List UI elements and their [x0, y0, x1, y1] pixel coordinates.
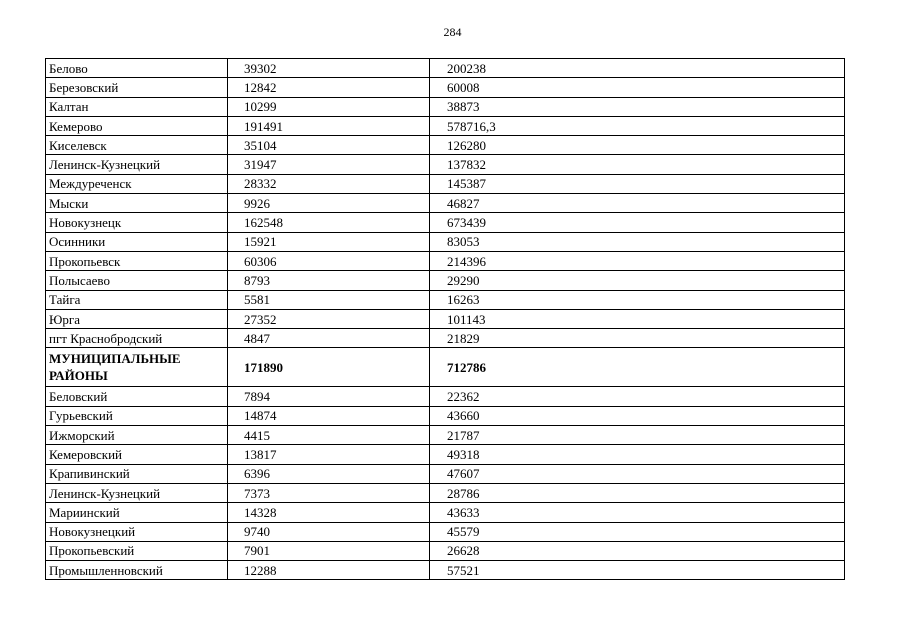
table-row: [46, 445, 845, 464]
table-row: [46, 78, 845, 97]
table-row: [46, 271, 845, 290]
table-row: [46, 213, 845, 232]
table-row: [46, 387, 845, 406]
municipality-name-cell: Киселевск: [46, 136, 228, 155]
value-column-3-cell: 83053: [430, 232, 845, 251]
municipality-name-cell: Кемеровский: [46, 445, 228, 464]
municipality-name-cell: Ленинск-Кузнецкий: [46, 155, 228, 174]
municipality-name-cell: Прокопьевский: [46, 541, 228, 560]
value-column-2-cell: 12288: [228, 561, 430, 580]
value-column-2-cell: 6396: [228, 464, 430, 483]
value-column-2-cell: 171890: [228, 348, 430, 387]
value-column-2-cell: 35104: [228, 136, 430, 155]
table-row: [46, 464, 845, 483]
value-column-3-cell: 712786: [430, 348, 845, 387]
municipality-name-cell: Мариинский: [46, 503, 228, 522]
value-column-2-cell: 5581: [228, 290, 430, 309]
value-column-2-cell: 39302: [228, 59, 430, 78]
municipality-name-cell: Ижморский: [46, 426, 228, 445]
municipality-name-cell: Новокузнецк: [46, 213, 228, 232]
municipality-name-cell: Ленинск-Кузнецкий: [46, 483, 228, 502]
municipality-name-cell: Мыски: [46, 194, 228, 213]
table-row: [46, 483, 845, 502]
value-column-3-cell: 200238: [430, 59, 845, 78]
table-row: [46, 561, 845, 580]
table-body: [46, 59, 845, 580]
value-column-2-cell: 4847: [228, 329, 430, 348]
value-column-3-cell: 21829: [430, 329, 845, 348]
table-row: [46, 522, 845, 541]
municipality-name-cell: Белово: [46, 59, 228, 78]
table-row: [46, 174, 845, 193]
municipality-name-cell: Кемерово: [46, 116, 228, 135]
value-column-2-cell: 10299: [228, 97, 430, 116]
value-column-3-cell: 16263: [430, 290, 845, 309]
value-column-3-cell: 126280: [430, 136, 845, 155]
page-number: 284: [443, 25, 462, 39]
table-row: [46, 251, 845, 270]
municipality-name-cell: Осинники: [46, 232, 228, 251]
value-column-3-cell: 137832: [430, 155, 845, 174]
value-column-3-cell: 43633: [430, 503, 845, 522]
table-row: [46, 309, 845, 328]
value-column-2-cell: 31947: [228, 155, 430, 174]
value-column-3-cell: 214396: [430, 251, 845, 270]
municipality-name-cell: Новокузнецкий: [46, 522, 228, 541]
value-column-2-cell: 27352: [228, 309, 430, 328]
municipality-name-cell: пгт Краснобродский: [46, 329, 228, 348]
municipality-name-cell: Гурьевский: [46, 406, 228, 425]
municipal-data-table: [45, 58, 845, 580]
table-row: [46, 290, 845, 309]
value-column-2-cell: 7373: [228, 483, 430, 502]
municipality-name-cell: Крапивинский: [46, 464, 228, 483]
value-column-2-cell: 8793: [228, 271, 430, 290]
municipality-name-cell: Калтан: [46, 97, 228, 116]
value-column-2-cell: 162548: [228, 213, 430, 232]
value-column-2-cell: 12842: [228, 78, 430, 97]
municipality-name-cell: МУНИЦИПАЛЬНЫЕ РАЙОНЫ: [46, 348, 228, 387]
value-column-2-cell: 60306: [228, 251, 430, 270]
section-row: [46, 348, 845, 387]
table-row: [46, 59, 845, 78]
value-column-3-cell: 57521: [430, 561, 845, 580]
table-row: [46, 232, 845, 251]
value-column-2-cell: 14874: [228, 406, 430, 425]
value-column-2-cell: 191491: [228, 116, 430, 135]
table-row: [46, 194, 845, 213]
value-column-3-cell: 43660: [430, 406, 845, 425]
municipality-name-cell: Промышленновский: [46, 561, 228, 580]
value-column-2-cell: 28332: [228, 174, 430, 193]
table-row: [46, 541, 845, 560]
table-row: [46, 116, 845, 135]
value-column-3-cell: 22362: [430, 387, 845, 406]
municipality-name-cell: Междуреченск: [46, 174, 228, 193]
value-column-3-cell: 60008: [430, 78, 845, 97]
value-column-3-cell: 45579: [430, 522, 845, 541]
value-column-3-cell: 38873: [430, 97, 845, 116]
table-row: [46, 406, 845, 425]
table-row: [46, 97, 845, 116]
value-column-2-cell: 7901: [228, 541, 430, 560]
value-column-3-cell: 49318: [430, 445, 845, 464]
value-column-2-cell: 14328: [228, 503, 430, 522]
value-column-2-cell: 4415: [228, 426, 430, 445]
value-column-3-cell: 145387: [430, 174, 845, 193]
municipality-name-cell: Юрга: [46, 309, 228, 328]
value-column-2-cell: 9926: [228, 194, 430, 213]
value-column-3-cell: 28786: [430, 483, 845, 502]
value-column-2-cell: 7894: [228, 387, 430, 406]
value-column-3-cell: 26628: [430, 541, 845, 560]
value-column-2-cell: 13817: [228, 445, 430, 464]
municipality-name-cell: Полысаево: [46, 271, 228, 290]
municipality-name-cell: Тайга: [46, 290, 228, 309]
value-column-2-cell: 15921: [228, 232, 430, 251]
value-column-3-cell: 21787: [430, 426, 845, 445]
municipality-name-cell: Прокопьевск: [46, 251, 228, 270]
table-row: [46, 329, 845, 348]
value-column-3-cell: 101143: [430, 309, 845, 328]
value-column-2-cell: 9740: [228, 522, 430, 541]
value-column-3-cell: 578716,3: [430, 116, 845, 135]
value-column-3-cell: 29290: [430, 271, 845, 290]
municipality-name-cell: Беловский: [46, 387, 228, 406]
municipality-name-cell: Березовский: [46, 78, 228, 97]
value-column-3-cell: 47607: [430, 464, 845, 483]
table-row: [46, 503, 845, 522]
value-column-3-cell: 673439: [430, 213, 845, 232]
table-row: [46, 426, 845, 445]
table-row: [46, 155, 845, 174]
value-column-3-cell: 46827: [430, 194, 845, 213]
table-row: [46, 136, 845, 155]
